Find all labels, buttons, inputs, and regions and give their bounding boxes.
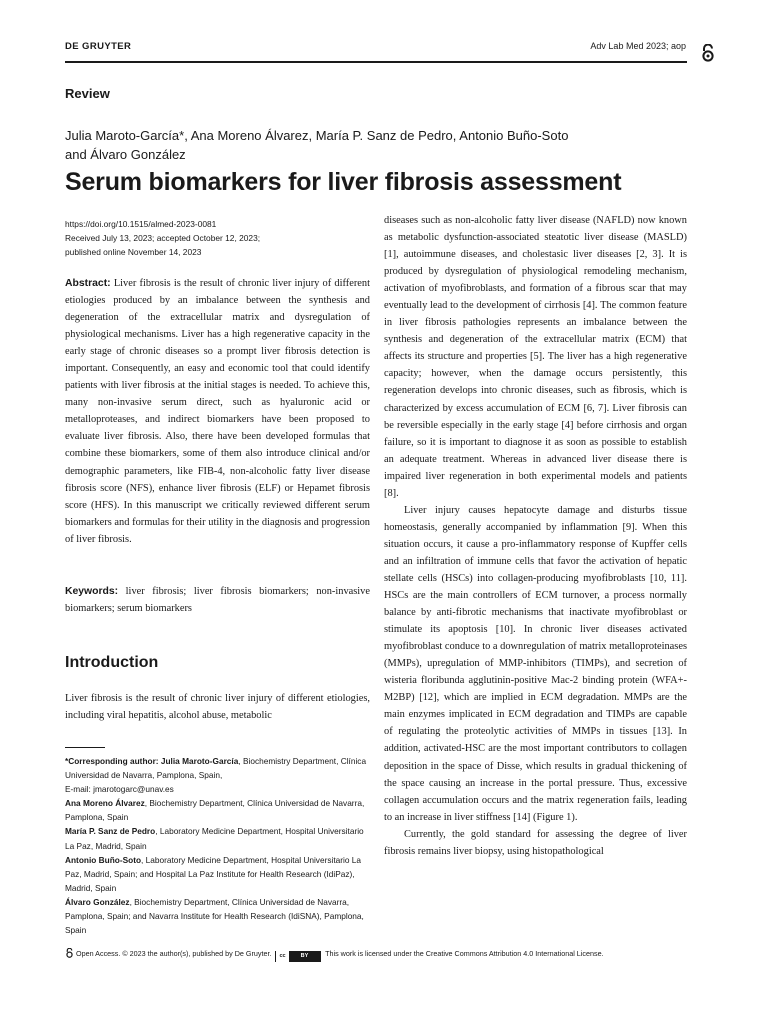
authors-line-2: and Álvaro González	[65, 147, 186, 162]
author-2-name: Ana Moreno Álvarez	[65, 798, 145, 809]
corresponding-author-name: *Corresponding author: Julia Maroto-García	[65, 756, 239, 766]
authors-line-1: Julia Maroto-García*, Ana Moreno Álvarez, María P. Sanz de Pedro, Antonio Buño-Soto	[65, 128, 569, 143]
by-label: BY	[289, 952, 321, 961]
footnote-author-4	[65, 853, 375, 895]
doi-link[interactable]: https://doi.org/10.1515/almed-2023-0081	[65, 219, 217, 229]
open-access-lock-icon	[700, 44, 716, 62]
article-metadata	[65, 217, 365, 259]
body-text-right-column	[384, 212, 687, 860]
license-footer	[65, 948, 705, 962]
open-access-icon	[65, 948, 74, 958]
abstract-text: Liver fibrosis is the result of chronic liver injury of different etiologies produced by an imbalance between the synthesis and degeneration of the extracellular matrix and dysregulation of physiological mechanisms. Liver has a high regenerative capacity in the early stage of chronic diseases so a prompt liver fibrosis detection is important. Consequently, an easy and economic tool that could identify patients with liver fibrosis at the initial stages is needed. To achieve this, many non-invasive serum direct, such as hyaluronic acid or metalloproteases, and indirect biomarkers have been proposed to evaluate liver fibrosis. Also, there have been developed formulas that combine these biomarkers, some of them also introduce clinical and/or demographic parameters, like FIB-4, non-alcoholic fatty liver disease fibrosis score (NFS), enhance liver fibrosis (ELF) or Hepamet fibrosis score (HFS). In this manuscript we critically reviewed different serum biomarkers and formulas for their utility in the diagnosis and progression of liver fibrosis.	[65, 278, 370, 545]
footnote-email[interactable]: E-mail: jmarotogarc@unav.es	[65, 784, 174, 795]
author-footnotes	[65, 754, 375, 937]
introduction-text: Liver fibrosis is the result of chronic liver injury of different etiologies, including viral hepatitis, alcohol abuse, metabolic	[65, 693, 370, 721]
keywords-text: liver fibrosis; liver fibrosis biomarkers; non-invasive biomarkers; serum biomarkers	[65, 586, 370, 614]
cc-label: cc	[276, 950, 288, 962]
author-3-affiliation: , Laboratory Medicine Department, Hospital Universitario La Paz, Madrid, Spain	[65, 826, 364, 851]
published-date: published online November 14, 2023	[65, 247, 202, 257]
author-2-affiliation: , Biochemistry Department, Clínica Universidad de Navarra, Pamplona, Spain	[65, 798, 365, 823]
article-title: Serum biomarkers for liver fibrosis assessment	[65, 168, 622, 196]
header-rule	[65, 61, 687, 63]
footnote-author-2	[65, 796, 375, 824]
keywords	[65, 583, 370, 617]
footnote-author-5	[65, 895, 375, 937]
publisher-brand: DE GRUYTER	[65, 41, 132, 52]
body-paragraph-2: Liver injury causes hepatocyte damage and disturbs tissue homeostasis, generally accompanied by inflammation [9]. When this situation occurs, it cause a pro-inflammatory response of Kupffer cells and an infiltration of immune cells that favor the activation of hepatic stellate cells (HSCs) into collagen-producing myofibroblasts [10, 11]. HSCs are the main controllers of ECM turnover, a process normally balance by anti-fibrotic mechanisms that inactivate myofibroblast or stimulate its apoptosis [10]. In chronic liver diseases activated myofibroblast conduce to a downregulation of matrix metalloproteinases (MMPs), upregulation of MMP-inhibitors (TIMPs), and secretion of wisteria floribunda agglutinin-positive Mac-2 binding protein (WFA+-M2BP) [12], which are implied in ECM degradation. MMPs are the main enzymes implicated in ECM degradation and TIMPs are capable of regulating the proteolytic activities of MMPs in tissues [13]. In addition, activated-HSC are the most important contributors to collagen deposition in the space of Disse, which results in gradual thickening of the space causing an increase in the portal pressure. Thus, excessive collagen accumulation occurs and the matrix regeneration fails, leading to an increase in liver stiffness [14] (Figure 1).	[384, 504, 687, 823]
keywords-label: Keywords:	[65, 586, 119, 597]
footnote-corresponding	[65, 754, 375, 782]
abstract	[65, 275, 370, 548]
author-5-name: Álvaro González	[65, 896, 130, 907]
author-4-name: Antonio Buño-Soto	[65, 854, 142, 865]
open-access-statement: Open Access. © 2023 the author(s), published by De Gruyter.	[76, 949, 272, 958]
author-list	[65, 126, 685, 164]
section-heading-introduction: Introduction	[65, 654, 159, 671]
author-5-affiliation: , Biochemistry Department, Clínica Universidad de Navarra, Pamplona, Spain; and Navarra Institute for Health Research (IdiSNA), Pamplona, Spain	[65, 896, 364, 936]
author-3-name: María P. Sanz de Pedro	[65, 826, 156, 837]
footnote-rule	[65, 747, 105, 748]
body-paragraph-3: Currently, the gold standard for assessing the degree of liver fibrosis remains liver biopsy, using histopathological	[384, 828, 687, 857]
article-type: Review	[65, 86, 110, 101]
author-4-affiliation: , Laboratory Medicine Department, Hospital Universitario La Paz, Madrid, Spain; and Hospital La Paz Institute for Health Research (IdiPaz), Madrid, Spain	[65, 854, 362, 893]
journal-citation: Adv Lab Med 2023; aop	[590, 41, 686, 51]
abstract-label: Abstract:	[65, 278, 111, 289]
corresponding-affiliation: , Biochemistry Department, Clínica Universidad de Navarra, Pamplona, Spain,	[65, 756, 367, 781]
body-paragraph-1: diseases such as non-alcoholic fatty liver disease (NAFLD) now known as metabolic dysfunction-associated steatotic liver disease (MASLD) [1], autoimmune diseases, and cholestasic liver diseases [2, 3]. It is produced by dysregulation of physiological remodeling mechanism, activation of myofibroblasts, and formation of a fibrous scar that may eventually lead to the development of cirrhosis [4]. The common feature in liver fibrosis pathologies represents an imbalance between the synthesis and degeneration of the extracellular matrix (ECM) that affects its structure and properties [5]. The liver has a high regenerative capacity; however, when the damage occurs persistently, this regeneration develops into chronic diseases, such as fibrosis, which is characterized by excess accumulation of ECM [6, 7]. Liver fibrosis can be reversible especially in the early stage [4] before cirrhosis and organ failure, so it is important to diagnose it as soon as possible to establish an adequate treatment. Whereas in advanced liver disease there is impaired liver regeneration in both experimental models and patients [8].	[384, 215, 687, 499]
license-statement: This work is licensed under the Creative Commons Attribution 4.0 International License.	[325, 949, 604, 958]
footnote-author-3	[65, 824, 375, 852]
received-date: Received July 13, 2023; accepted October 12, 2023;	[65, 233, 261, 243]
cc-by-license-badge[interactable]	[275, 951, 321, 962]
